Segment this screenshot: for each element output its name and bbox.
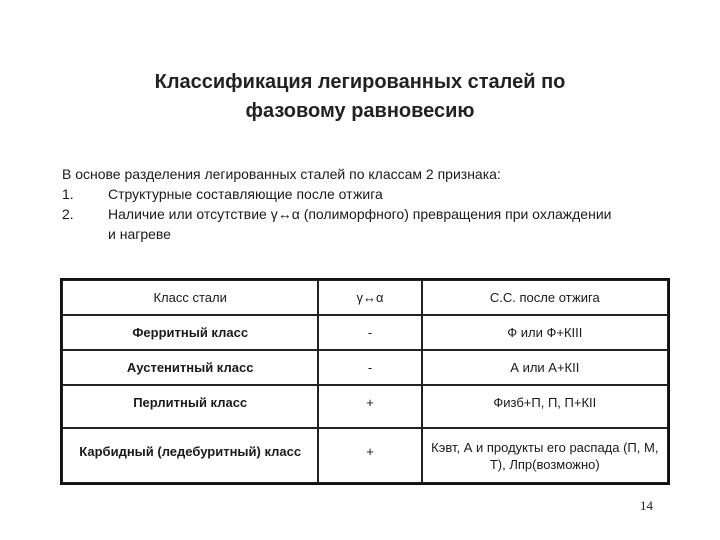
table-row (62, 428, 668, 483)
row-pearlitic-structure: Физб+П, П, П+КII (422, 385, 668, 428)
slide-title (90, 68, 630, 126)
intro-lead: В основе разделения легированных сталей по классам 2 признака: (62, 166, 501, 182)
header-transformation: γ↔α (318, 280, 421, 315)
row-pearlitic-transform: + (318, 385, 421, 428)
intro-text (62, 164, 622, 244)
intro-item-1-number: 1. (62, 186, 74, 202)
slide-title-line-2: фазовому равновесию (245, 100, 475, 122)
row-austenitic-structure: А или А+КII (422, 350, 668, 385)
intro-item-1 (62, 184, 622, 204)
table-row (62, 315, 668, 350)
table-row (62, 350, 668, 385)
header-structure: С.С. после отжига (422, 280, 668, 315)
intro-item-2-text: Наличие или отсутствие γ↔α (полиморфного) превращения при охлаждении и нагреве (108, 206, 612, 242)
row-ferritic-transform: - (318, 315, 421, 350)
row-carbide-transform: + (318, 428, 421, 483)
row-ferritic-name: Ферритный класс (62, 315, 318, 350)
table-row (62, 385, 668, 428)
row-austenitic-name: Аустенитный класс (62, 350, 318, 385)
row-carbide-structure: Кэвт, А и продукты его распада (П, М, Т), Лпр(возможно) (422, 428, 668, 483)
table-header-row (62, 280, 668, 315)
intro-item-2-number: 2. (62, 206, 74, 222)
intro-item-2 (62, 204, 622, 244)
row-pearlitic-name: Перлитный класс (62, 385, 318, 428)
row-ferritic-structure: Ф или Ф+КIII (422, 315, 668, 350)
steel-class-table (60, 278, 670, 485)
slide-title-line-1: Классификация легированных сталей по (154, 71, 566, 93)
header-steel-class: Класс стали (62, 280, 318, 315)
page-number: 14 (640, 498, 653, 513)
intro-item-1-text: Структурные составляющие после отжига (108, 186, 383, 202)
row-austenitic-transform: - (318, 350, 421, 385)
row-carbide-name: Карбидный (ледебуритный) класс (62, 428, 318, 483)
